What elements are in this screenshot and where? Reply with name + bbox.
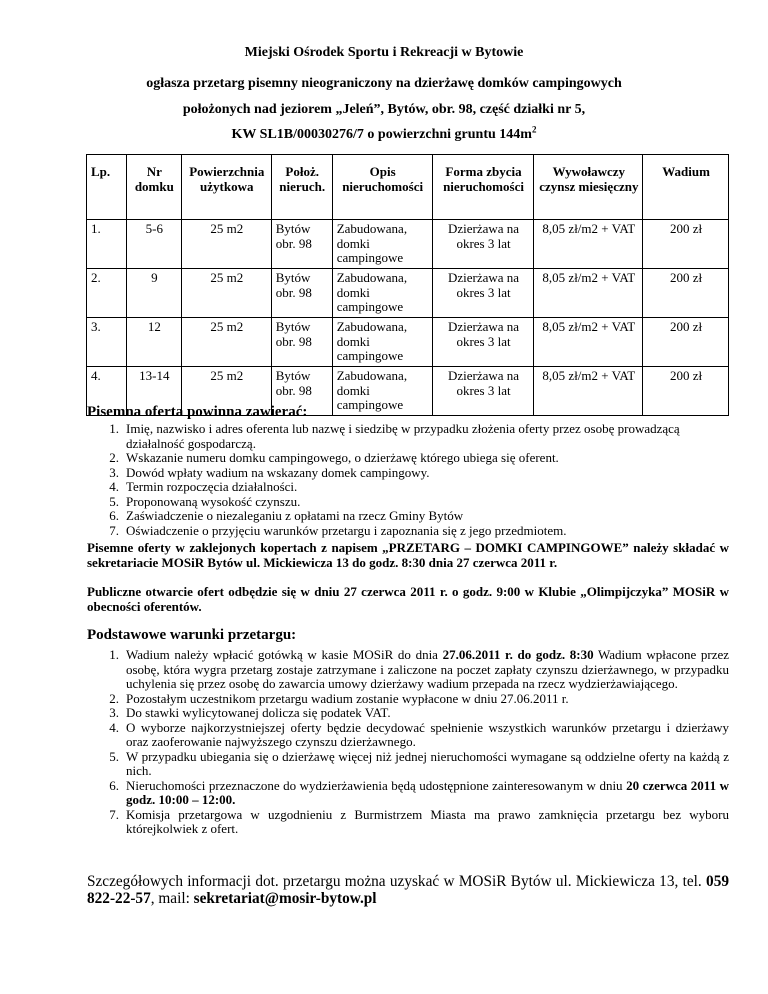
cell-lp: 3. (87, 318, 127, 367)
cell-lp: 1. (87, 220, 127, 269)
list-item-text: Proponowaną wysokość czynszu. (126, 493, 301, 509)
cell-forma: Dzierżawa na okres 3 lat (432, 269, 534, 318)
cell-pow: 25 m2 (181, 367, 271, 416)
header-line-4 (0, 124, 768, 143)
offer-table (86, 154, 729, 416)
cell-opis: Zabudowana, domki campingowe (332, 367, 432, 416)
phone-number: 059 822-22-57 (87, 873, 729, 907)
header-line-3: położonych nad jeziorem „Jeleń”, Bytów, obr. 98, część działki nr 5, (182, 102, 586, 117)
cell-opis: Zabudowana, domki campingowe (332, 220, 432, 269)
condition-6-text (126, 778, 729, 808)
col-header-nr: Nr domku (126, 155, 181, 220)
condition-1-pre: Wadium należy wpłacić gotówką w kasie MOSiR do dnia (126, 647, 443, 662)
cell-pow: 25 m2 (181, 269, 271, 318)
cell-lp: 4. (87, 367, 127, 416)
list-item-text: Wskazanie numeru domku campingowego, o dzierżawę którego ubiega się oferent. (126, 450, 559, 465)
list-item: 1. Imię, nazwisko i adres oferenta lub nazwę i siedzibę w przypadku złożenia oferty przez osobę prowadzącą działalność gospodarczą. (109, 421, 680, 451)
col-header-forma: Forma zbycia nieruchomości (432, 155, 534, 220)
cell-forma: Dzierżawa na okres 3 lat (432, 220, 534, 269)
list-item: 5. Proponowaną wysokość czynszu. (109, 493, 301, 509)
col-header-czynsz: Wywoławczy czynsz miesięczny (534, 155, 643, 220)
table-row (87, 220, 729, 269)
cell-nr: 12 (126, 318, 181, 367)
list-item: 6. Zaświadczenie o niezaleganiu z opłatami na rzecz Gminy Bytów (109, 508, 464, 523)
header-line-4-text: KW SL1B/00030276/7 o powierzchni gruntu 144m (231, 127, 532, 142)
submission-paragraph: Pisemne oferty w zaklejonych kopertach z napisem „PRZETARG – DOMKI CAMPINGOWE” należy składać w sekretariacie MOSiR Bytów ul. Mickiewicza 13 do godz. 8:30 dnia 27 czerwca 2011 r. (87, 540, 729, 570)
list-item-text: Zaświadczenie o niezaleganiu z opłatami na rzecz Gminy Bytów (126, 508, 464, 523)
header-line-2: ogłasza przetarg pisemny nieograniczony na dzierżawę domków campingowych (146, 76, 622, 91)
list-item-text: Imię, nazwisko i adres oferenta lub nazwę i siedzibę w przypadku złożenia oferty przez osobę prowadzącą działalność gospodarczą. (126, 421, 680, 451)
list-item-text: Do stawki wylicytowanej dolicza się podatek VAT. (126, 705, 391, 720)
col-header-lp: Lp. (87, 155, 127, 220)
condition-6-pre: Nieruchomości przeznaczone do wydzierżawienia będą udostępnione zainteresowanym w dniu (126, 777, 627, 793)
offer-requirements-list (86, 422, 696, 538)
list-item-text: Komisja przetargowa w uzgodnieniu z Burmistrzem Miasta ma prawo zamknięcia przetargu bez wyboru którejkolwiek z ofert. (126, 806, 729, 836)
cell-czynsz: 8,05 zł/m2 + VAT (534, 220, 643, 269)
list-item: 5. W przypadku ubiegania się o dzierżawę więcej niż jednej nieruchomości wymagane są oddzielne oferty na każdą z nich. (109, 748, 729, 778)
list-item: 3. Dowód wpłaty wadium na wskazany domek campingowy. (109, 464, 430, 480)
cell-poloz: Bytów obr. 98 (271, 367, 332, 416)
superscript-2: 2 (531, 124, 537, 135)
col-header-opis: Opis nieruchomości (332, 155, 432, 220)
cell-czynsz: 8,05 zł/m2 + VAT (534, 367, 643, 416)
cell-nr: 9 (126, 269, 181, 318)
cell-wadium: 200 zł (643, 367, 729, 416)
cell-wadium: 200 zł (643, 220, 729, 269)
cell-wadium: 200 zł (643, 269, 729, 318)
list-item: 3. Do stawki wylicytowanej dolicza się podatek VAT. (109, 705, 391, 720)
cell-nr: 5-6 (126, 220, 181, 269)
list-item: 4. O wyborze najkorzystniejszej oferty będzie decydować spełnienie wszystkich warunków przetargu i dzierżawy oraz zaoferowanie najwyższego czynszu dzierżawnego. (109, 719, 729, 749)
table-header-row (87, 155, 729, 220)
list-item: 1. Wadium należy wpłacić gotówką w kasie MOSiR do dnia 27.06.2011 r. do godz. 8:30 Wadium wpłacone przez osobę, która wygra przetarg zostaje zatrzymane i zaliczone na poczet zapłaty czynszu dzierżawnego, w przypadku uchylenia się przez osobę do zawarcia umowy dzierżawy wadium przepada na rzecz wydzierżawiającego. (109, 647, 730, 691)
cell-pow: 25 m2 (181, 318, 271, 367)
cell-nr: 13-14 (126, 367, 181, 416)
list-item-text: W przypadku ubiegania się o dzierżawę więcej niż jednej nieruchomości wymagane są oddzielne oferty na każdą z nich. (126, 748, 729, 778)
conditions-heading: Podstawowe warunki przetargu: (87, 627, 297, 643)
list-item-text: Pozostałym uczestnikom przetargu wadium zostanie wypłacone w dniu 27.06.2011 r. (126, 690, 569, 706)
condition-1-deadline: 27.06.2011 r. do godz. 8:30 (442, 647, 594, 662)
condition-6-date: 20 czerwca 2011 w godz. 10:00 – 12:00. (126, 777, 729, 807)
list-item: 7. Oświadczenie o przyjęciu warunków przetargu i zapoznania się z jego przedmiotem. (109, 522, 567, 538)
cell-pow: 25 m2 (181, 220, 271, 269)
condition-1-post: Wadium wpłacone przez osobę, która wygra przetarg zostaje zatrzymane i zaliczone na poczet zapłaty czynszu dzierżawnego, w przypadku uchylenia się przez osobę do zawarcia umowy dzierżawy wadium przepada na rzecz wydzierżawiającego. (126, 647, 730, 691)
cell-opis: Zabudowana, domki campingowe (332, 269, 432, 318)
email-address: sekretariat@mosir-bytow.pl (193, 890, 377, 907)
conditions-list (86, 648, 729, 837)
opening-paragraph: Publiczne otwarcie ofert odbędzie się w dniu 27 czerwca 2011 r. o godz. 9:00 w Klubie „Olimpijczyka” MOSiR w obecności oferentów. (87, 584, 729, 614)
cell-poloz: Bytów obr. 98 (271, 220, 332, 269)
list-item: 4. Termin rozpoczęcia działalności. (109, 479, 298, 494)
cell-poloz: Bytów obr. 98 (271, 318, 332, 367)
header-line-1: Miejski Ośrodek Sportu i Rekreacji w Bytowie (244, 45, 524, 60)
offer-heading: Pisemna oferta powinna zawierać: (87, 404, 308, 420)
table-row (87, 269, 729, 318)
col-header-wadium: Wadium (643, 155, 729, 220)
cell-czynsz: 8,05 zł/m2 + VAT (534, 318, 643, 367)
cell-lp: 2. (87, 269, 127, 318)
list-item-text: Dowód wpłaty wadium na wskazany domek campingowy. (126, 464, 430, 480)
list-item-text: O wyborze najkorzystniejszej oferty będzie decydować spełnienie wszystkich warunków przetargu i dzierżawy oraz zaoferowanie najwyższego czynszu dzierżawnego. (126, 719, 729, 749)
cell-wadium: 200 zł (643, 318, 729, 367)
condition-1-text (126, 647, 729, 691)
contact-mid: , mail: (150, 890, 194, 907)
list-item: 6. Nieruchomości przeznaczone do wydzierżawienia będą udostępnione zainteresowanym w dniu 20 czerwca 2011 w godz. 10:00 – 12:00. (109, 777, 729, 807)
cell-opis: Zabudowana, domki campingowe (332, 318, 432, 367)
list-item-text: Oświadczenie o przyjęciu warunków przetargu i zapoznania się z jego przedmiotem. (126, 522, 567, 538)
cell-czynsz: 8,05 zł/m2 + VAT (534, 269, 643, 318)
contact-paragraph (87, 873, 729, 907)
list-item-text: Termin rozpoczęcia działalności. (126, 479, 298, 494)
list-item: 2. Pozostałym uczestnikom przetargu wadium zostanie wypłacone w dniu 27.06.2011 r. (109, 690, 569, 706)
cell-poloz: Bytów obr. 98 (271, 269, 332, 318)
col-header-polozenie: Położ. nieruch. (271, 155, 332, 220)
table-row (87, 318, 729, 367)
cell-forma: Dzierżawa na okres 3 lat (432, 318, 534, 367)
cell-forma: Dzierżawa na okres 3 lat (432, 367, 534, 416)
contact-text: Szczegółowych informacji dot. przetargu można uzyskać w MOSiR Bytów ul. Mickiewicza 13, tel. (87, 873, 707, 890)
col-header-powierzchnia: Powierzchnia użytkowa (181, 155, 271, 220)
list-item: 7. Komisja przetargowa w uzgodnieniu z Burmistrzem Miasta ma prawo zamknięcia przetargu bez wyboru którejkolwiek z ofert. (109, 806, 729, 836)
list-item: 2. Wskazanie numeru domku campingowego, o dzierżawę którego ubiega się oferent. (109, 450, 559, 465)
